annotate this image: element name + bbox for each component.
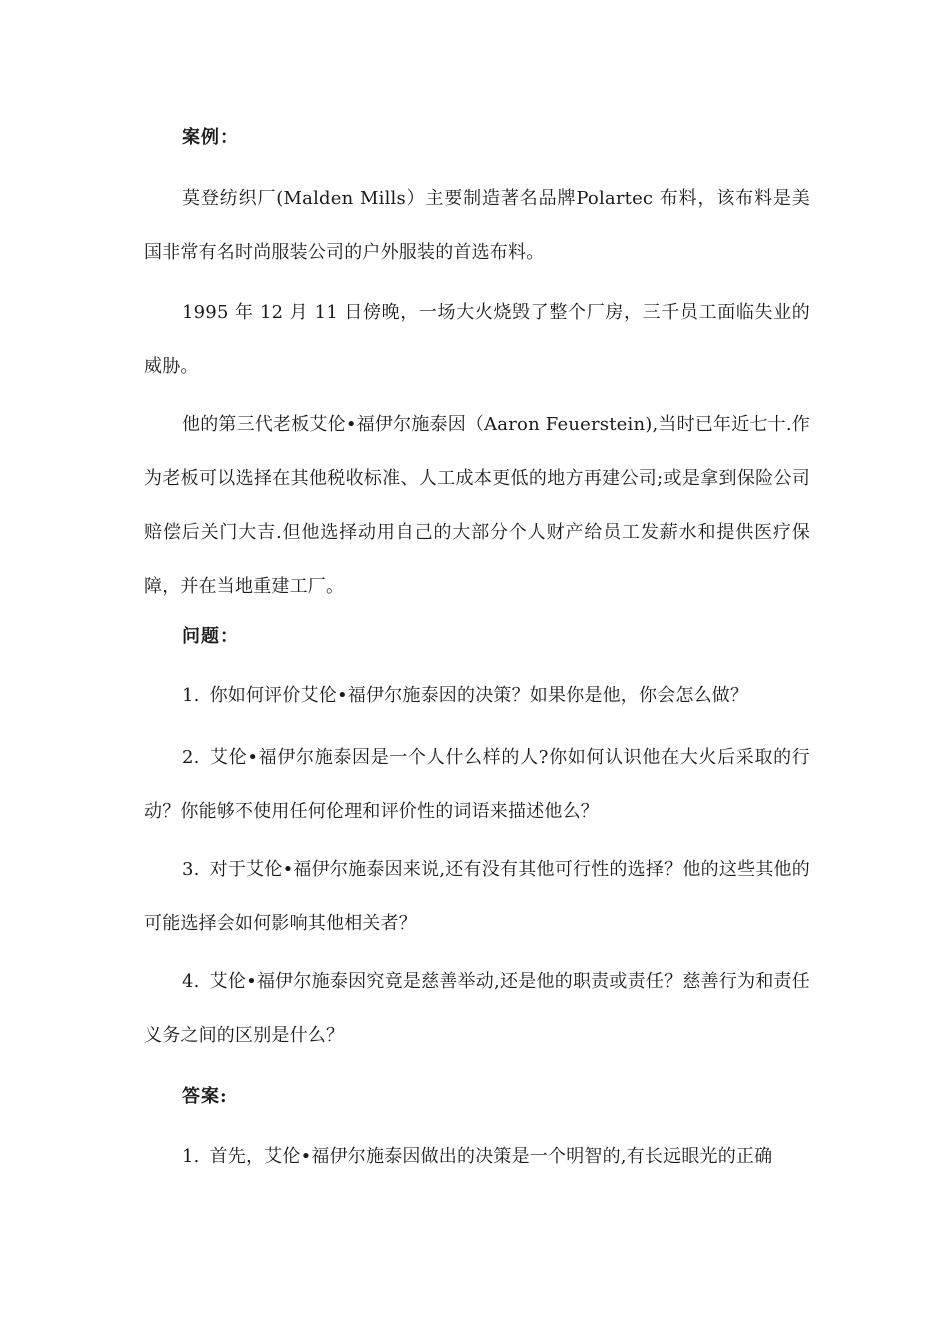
question-item-2 [144, 731, 810, 839]
case-paragraph-3: 他的第三代老板艾伦•福伊尔施泰因（Aaron Feuerstein),当时已年近七十.作为老板可以选择在其他税收标准、人工成本更低的地方再建公司;或是拿到保险公司赔偿后关门大吉.但他选择动用自己的大部分个人财产给员工发薪水和提供医疗保障，并在当地重建工厂。 [144, 414, 810, 597]
question-number: 4. [182, 971, 200, 992]
question-item-3 [144, 843, 810, 951]
case-paragraph-1: 莫登纺织厂(Malden Mills）主要制造著名品牌Polartec 布料，该布料是美国非常有名时尚服装公司的户外服装的首选布料。 [144, 188, 810, 263]
question-text: 艾伦•福伊尔施泰因是一个人什么样的人?你如何认识他在大火后采取的行动？你能够不使用任何伦理和评价性的词语来描述他么？ [144, 747, 810, 822]
question-number: 1. [182, 685, 200, 706]
case-paragraph-2: 1995 年 12 月 11 日傍晚，一场大火烧毁了整个厂房，三千员工面临失业的威胁。 [144, 302, 810, 377]
question-item-1 [144, 669, 810, 723]
answers-heading: 答案: [182, 1086, 228, 1107]
answer-item-1 [144, 1130, 810, 1184]
answer-number: 1. [182, 1146, 200, 1167]
question-number: 3. [182, 859, 200, 880]
questions-heading: 问题： [182, 626, 239, 647]
question-number: 2. [182, 747, 200, 768]
answer-text: 首先，艾伦•福伊尔施泰因做出的决策是一个明智的,有长远眼光的正确 [209, 1146, 773, 1167]
question-text: 对于艾伦•福伊尔施泰因来说,还有没有其他可行性的选择？他的这些其他的可能选择会如何影响其他相关者？ [144, 859, 810, 934]
question-text: 艾伦•福伊尔施泰因究竟是慈善举动,还是他的职责或责任？慈善行为和责任义务之间的区别是什么？ [144, 971, 810, 1046]
question-item-4 [144, 955, 810, 1063]
case-heading: 案例： [182, 127, 239, 148]
question-text: 你如何评价艾伦•福伊尔施泰因的决策？如果你是他，你会怎么做？ [209, 685, 749, 706]
